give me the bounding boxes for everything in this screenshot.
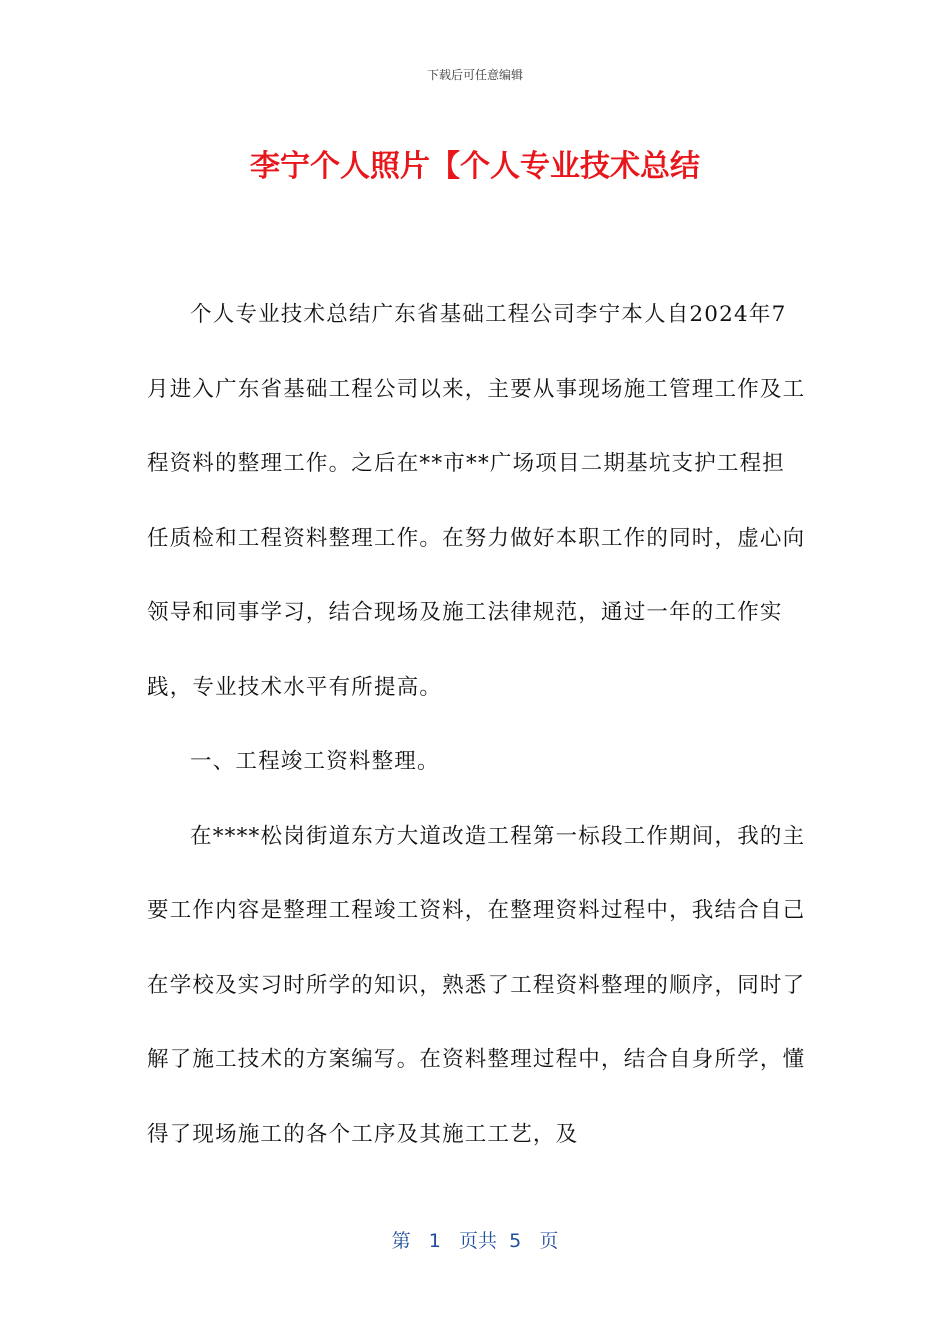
footer-total-pages: 5 [509,1230,522,1252]
footer-mid: 页共 [459,1230,498,1252]
paragraph-section-1: 在****松岗街道东方大道改造工程第一标段工作期间，我的主要工作内容是整理工程竣工资料，在整理资料过程中，我结合自己在学校及实习时所学的知识，熟悉了工程资料整理的顺序，同时了解了施工技术的方案编写。在资料整理过程中，结合自身所学，懂得了现场施工的各个工序及其施工工艺，及 [147,823,806,1147]
page-footer [0,1226,950,1253]
document-title: 李宁个人照片【个人专业技术总结 [250,149,700,184]
header-note: 下载后可任意编辑 [426,68,523,82]
document-body [147,278,807,1172]
paragraph-intro: 个人专业技术总结广东省基础工程公司李宁本人自2024年7月进入广东省基础工程公司以来，主要从事现场施工管理工作及工程资料的整理工作。之后在**市**广场项目二期基坑支护工程担任质检和工程资料整理工作。在努力做好本职工作的同时，虚心向领导和同事学习，结合现场及施工法律规范，通过一年的工作实践，专业技术水平有所提高。 [147,302,806,700]
footer-current-page: 1 [428,1230,441,1252]
section-heading: 一、工程竣工资料整理。 [190,749,440,774]
footer-prefix: 第 [391,1230,411,1252]
footer-suffix: 页 [539,1230,559,1252]
